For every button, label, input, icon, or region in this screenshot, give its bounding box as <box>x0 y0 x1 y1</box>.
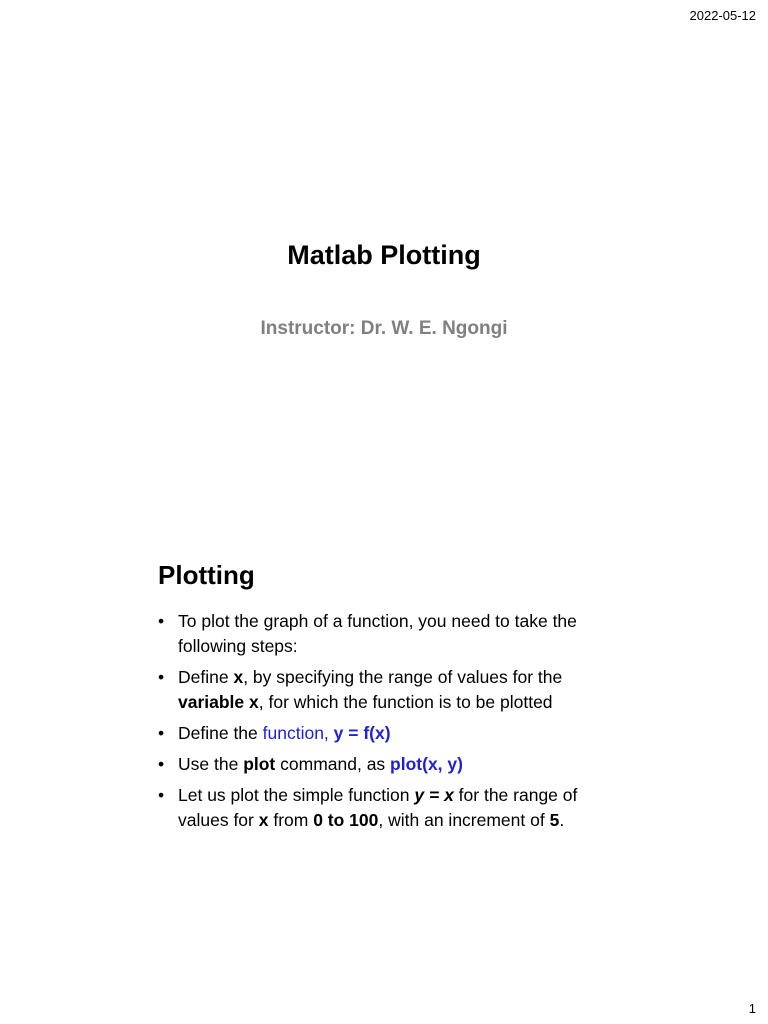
bullet-item <box>158 609 618 659</box>
bullet-item <box>158 721 618 746</box>
bullet-text: . <box>559 810 565 830</box>
bullet-text-bold: 0 to 100 <box>313 810 379 830</box>
bullet-text-bold: 5 <box>549 810 560 830</box>
section-heading: Plotting <box>158 560 255 590</box>
bullet-list <box>158 609 618 833</box>
page-date: 2022-05-12 <box>689 8 756 23</box>
bullet-item <box>158 752 618 777</box>
bullet-text: , with an increment of <box>378 810 550 830</box>
bullet-text-blue: function, <box>262 723 334 743</box>
bullet-text-bold: x <box>258 810 269 830</box>
bullet-text: for the range of values for <box>178 785 578 830</box>
bullet-text: from <box>268 810 314 830</box>
bullet-text-blue-bold: y = f(x) <box>333 723 391 743</box>
bullet-text: Use the <box>178 754 244 774</box>
slide-title: Matlab Plotting <box>287 240 481 270</box>
bullet-text: Define <box>178 667 234 687</box>
bullet-text: , for which the function is to be plotted <box>258 692 553 712</box>
bullet-text: Define the <box>178 723 263 743</box>
bullet-item <box>158 665 618 715</box>
bullet-text-bold: plot <box>243 754 276 774</box>
bullet-text: command, as <box>275 754 391 774</box>
bullet-text-bold: variable x <box>178 692 259 712</box>
bullet-text: , by specifying the range of values for the <box>243 667 563 687</box>
plotting-slide <box>158 560 618 839</box>
bullet-item <box>158 783 618 833</box>
bullet-text: To plot the graph of a function, you need to take the following steps: <box>178 611 577 656</box>
bullet-text-blue-bold: plot(x, y) <box>390 754 463 774</box>
instructor-subtitle: Instructor: Dr. W. E. Ngongi <box>260 318 508 339</box>
page-number: 1 <box>748 1001 756 1016</box>
bullet-text-bold: x <box>233 667 244 687</box>
bullet-text: Let us plot the simple function <box>178 785 415 805</box>
bullet-text-bold-italic: y = x <box>414 785 454 805</box>
